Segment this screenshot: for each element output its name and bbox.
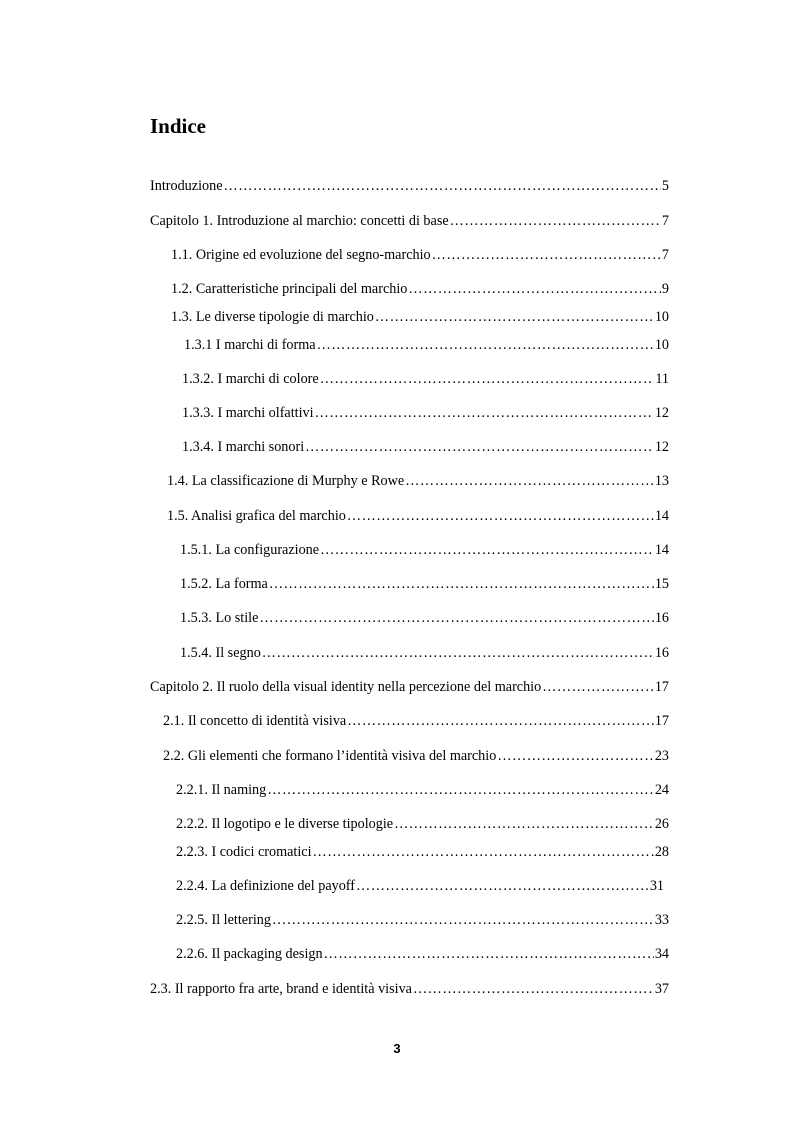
toc-entry-page: 12: [654, 439, 669, 455]
dot-leader: [305, 438, 654, 456]
toc-entry-2-2[interactable]: [163, 747, 669, 765]
toc-entry-2-2-3[interactable]: [176, 843, 669, 861]
dot-leader: [347, 507, 654, 525]
dot-leader: [269, 575, 654, 593]
toc-entry-1-1[interactable]: [171, 246, 669, 264]
toc-entry-page: 9: [661, 281, 669, 297]
toc-entry-page: 16: [654, 610, 669, 626]
toc-entry-page: 34: [654, 946, 669, 962]
dot-leader: [317, 336, 654, 354]
toc-entry-page: 13: [654, 473, 669, 489]
page-title: Indice: [150, 114, 207, 138]
dot-leader: [320, 541, 654, 559]
toc-entry-introduzione[interactable]: [150, 177, 669, 195]
toc-entry-label: 2.1. Il concetto di identità visiva: [163, 713, 347, 729]
toc-entry-page: 14: [654, 542, 669, 558]
toc-entry-page: 17: [654, 679, 669, 695]
toc-entry-2-2-2[interactable]: [176, 815, 669, 833]
toc-entry-2-3[interactable]: [150, 980, 669, 998]
toc-entry-label: 1.2. Caratteristiche principali del marchio: [171, 281, 408, 297]
toc-entry-page: 10: [654, 309, 669, 325]
toc-entry-1-5-4[interactable]: [180, 644, 669, 662]
toc-entry-label: 1.5. Analisi grafica del marchio: [167, 508, 346, 524]
toc-entry-1-5-2[interactable]: [180, 575, 669, 593]
dot-leader: [320, 370, 655, 388]
dot-leader: [224, 177, 661, 195]
toc-entry-page: 7: [661, 213, 669, 229]
toc-entry-2-1[interactable]: [163, 712, 669, 730]
toc-entry-page: 37: [654, 981, 669, 997]
toc-entry-1-4[interactable]: [167, 472, 669, 490]
toc-entry-label: 2.2. Gli elementi che formano l’identità visiva del marchio: [163, 748, 497, 764]
dot-leader: [272, 911, 654, 929]
toc-entry-label: 1.3.1 I marchi di forma: [184, 337, 316, 353]
dot-leader: [394, 815, 654, 833]
toc-entry-1-5-3[interactable]: [180, 609, 669, 627]
dot-leader: [450, 212, 661, 230]
toc-entry-1-5[interactable]: [167, 507, 669, 525]
dot-leader: [262, 644, 654, 662]
toc-entry-page: 33: [654, 912, 669, 928]
toc-entry-label: 2.3. Il rapporto fra arte, brand e identità visiva: [150, 981, 412, 997]
toc-entry-label: 1.5.2. La forma: [180, 576, 268, 592]
dot-leader: [408, 280, 661, 298]
dot-leader: [497, 747, 654, 765]
toc-entry-page: 10: [654, 337, 669, 353]
dot-leader: [542, 678, 654, 696]
toc-entry-label: 1.5.4. Il segno: [180, 645, 261, 661]
toc-entry-2-2-6[interactable]: [176, 945, 669, 963]
dot-leader: [432, 246, 661, 264]
toc-entry-page: 26: [654, 816, 669, 832]
toc-entry-label: 1.3.2. I marchi di colore: [182, 371, 319, 387]
toc-entry-label: 2.2.6. Il packaging design: [176, 946, 323, 962]
toc-entry-1-3-4[interactable]: [182, 438, 669, 456]
dot-leader: [405, 472, 654, 490]
dot-leader: [259, 609, 653, 627]
dot-leader: [315, 404, 654, 422]
toc-entry-1-5-1[interactable]: [180, 541, 669, 559]
toc-entry-1-3[interactable]: [171, 308, 669, 326]
toc-entry-1-3-1[interactable]: [184, 336, 669, 354]
dot-leader: [313, 843, 654, 861]
toc-entry-2-2-4[interactable]: [176, 877, 664, 895]
toc-entry-2-2-1[interactable]: [176, 781, 669, 799]
page-number: 3: [393, 1041, 401, 1056]
dot-leader: [347, 712, 654, 730]
toc-entry-label: 2.2.3. I codici cromatici: [176, 844, 312, 860]
toc-entry-label: 2.2.4. La definizione del payoff: [176, 878, 355, 894]
toc-entry-label: Introduzione: [150, 178, 223, 194]
dot-leader: [375, 308, 654, 326]
toc-entry-label: 1.3.4. I marchi sonori: [182, 439, 305, 455]
toc-entry-label: 2.2.2. Il logotipo e le diverse tipologie: [176, 816, 394, 832]
dot-leader: [356, 877, 649, 895]
toc-entry-label: Capitolo 1. Introduzione al marchio: concetti di base: [150, 213, 449, 229]
toc-entry-2-2-5[interactable]: [176, 911, 669, 929]
dot-leader: [267, 781, 654, 799]
toc-entry-label: 2.2.5. Il lettering: [176, 912, 271, 928]
dot-leader: [413, 980, 654, 998]
toc-entry-page: 5: [661, 178, 669, 194]
toc-entry-page: 24: [654, 782, 669, 798]
toc-entry-page: 23: [654, 748, 669, 764]
dot-leader: [324, 945, 654, 963]
toc-entry-1-2[interactable]: [171, 280, 669, 298]
toc-entry-1-3-3[interactable]: [182, 404, 669, 422]
toc-entry-capitolo-2[interactable]: [150, 678, 669, 696]
toc-entry-label: Capitolo 2. Il ruolo della visual identity nella percezione del marchio: [150, 679, 542, 695]
toc-entry-label: 1.3.3. I marchi olfattivi: [182, 405, 314, 421]
toc-entry-page: 11: [655, 371, 669, 387]
toc-entry-1-3-2[interactable]: [182, 370, 669, 388]
toc-entry-label: 1.1. Origine ed evoluzione del segno-marchio: [171, 247, 431, 263]
toc-entry-page: 15: [654, 576, 669, 592]
toc-entry-page: 31: [649, 878, 664, 894]
toc-entry-page: 17: [654, 713, 669, 729]
toc-entry-page: 14: [654, 508, 669, 524]
toc-entry-page: 12: [654, 405, 669, 421]
toc-entry-page: 28: [654, 844, 669, 860]
toc-entry-page: 7: [661, 247, 669, 263]
toc-entry-label: 1.5.3. Lo stile: [180, 610, 259, 626]
toc-entry-capitolo-1[interactable]: [150, 212, 669, 230]
toc-entry-label: 1.4. La classificazione di Murphy e Rowe: [167, 473, 405, 489]
toc-entry-label: 2.2.1. Il naming: [176, 782, 267, 798]
toc-entry-page: 16: [654, 645, 669, 661]
toc-entry-label: 1.5.1. La configurazione: [180, 542, 320, 558]
toc-entry-label: 1.3. Le diverse tipologie di marchio: [171, 309, 374, 325]
